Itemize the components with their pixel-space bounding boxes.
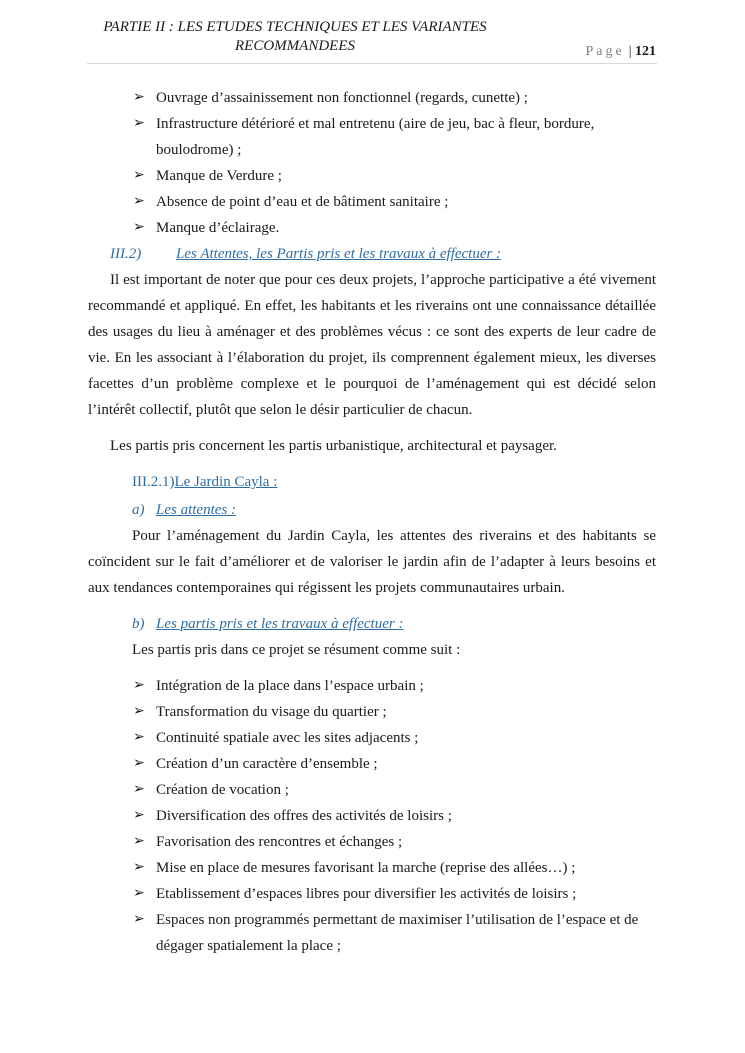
arrow-bullet-icon: ➢ bbox=[133, 704, 145, 719]
arrow-bullet-icon: ➢ bbox=[133, 886, 145, 901]
list-item: ➢ Création de vocation ; bbox=[88, 777, 656, 803]
list-item: ➢ Mise en place de mesures favorisant la marche (reprise des allées…) ; bbox=[88, 855, 656, 881]
list-partis-pris bbox=[88, 673, 656, 959]
arrow-bullet-icon: ➢ bbox=[133, 756, 145, 771]
header-rule bbox=[87, 63, 657, 64]
subheading-a bbox=[88, 497, 656, 523]
arrow-bullet-icon: ➢ bbox=[133, 116, 145, 131]
list-item: ➢ Favorisation des rencontres et échanges ; bbox=[88, 829, 656, 855]
list-item: ➢ Manque de Verdure ; bbox=[88, 163, 656, 189]
arrow-bullet-icon: ➢ bbox=[133, 90, 145, 105]
section-number: III.2.1) bbox=[132, 474, 175, 490]
subheading-b bbox=[88, 611, 656, 637]
sub-number: b) bbox=[132, 616, 145, 632]
list-item: ➢ Espaces non programmés permettant de maximiser l’utilisation de l’espace et de dégager spatialement la place ; bbox=[88, 907, 656, 959]
paragraph-participative-approach: Il est important de noter que pour ces deux projets, l’approche participative a été vivement recommandé et appliqué. En effet, les habitants et les riverains ont une connaissance détaillée des usages du lieu à aménager et des problèmes vécus : ce sont des experts de leur cadre de vie. En les associant à l’élaboration du projet, ils comprennent également mieux, les diverses facettes d’un problème complexe et le pourquoi de l’aménagement qui est décidé selon l’intérêt collectif, plutôt que selon le désir particulier de chacun. bbox=[88, 272, 656, 418]
list-item: ➢ Création d’un caractère d’ensemble ; bbox=[88, 751, 656, 777]
arrow-bullet-icon: ➢ bbox=[133, 168, 145, 183]
arrow-bullet-icon: ➢ bbox=[133, 782, 145, 797]
list-item: ➢ Infrastructure détérioré et mal entretenu (aire de jeu, bac à fleur, bordure, boulodrome) ; bbox=[88, 111, 656, 163]
arrow-bullet-icon: ➢ bbox=[133, 194, 145, 209]
paragraph-attentes: Pour l’aménagement du Jardin Cayla, les attentes des riverains et des habitants se coïncident sur le fait d’améliorer et de valoriser le jardin afin de l’adapter à leurs besoins et aux tendances contemporaines qui régissent les projets communautaires urbain. bbox=[88, 528, 656, 596]
list-item: ➢ Transformation du visage du quartier ; bbox=[88, 699, 656, 725]
sub-title[interactable]: Les partis pris et les travaux à effectuer : bbox=[156, 616, 404, 632]
sub-title[interactable]: Les attentes : bbox=[156, 502, 236, 518]
paragraph-resume: Les partis pris dans ce projet se résument comme suit : bbox=[132, 642, 461, 658]
page-separator: | bbox=[628, 44, 635, 59]
header-title: PARTIE II : LES ETUDES TECHNIQUES ET LES VARIANTES RECOMMANDEES bbox=[103, 19, 487, 54]
arrow-bullet-icon: ➢ bbox=[133, 678, 145, 693]
list-item: ➢ Absence de point d’eau et de bâtiment sanitaire ; bbox=[88, 189, 656, 215]
page-word: Page bbox=[585, 44, 625, 59]
section-number: III.2) bbox=[110, 246, 142, 262]
arrow-bullet-icon: ➢ bbox=[133, 730, 145, 745]
arrow-bullet-icon: ➢ bbox=[133, 912, 145, 927]
sub-number: a) bbox=[132, 502, 145, 518]
arrow-bullet-icon: ➢ bbox=[133, 860, 145, 875]
section-heading-iii2 bbox=[88, 241, 656, 267]
list-item: ➢ Etablissement d’espaces libres pour diversifier les activités de loisirs ; bbox=[88, 881, 656, 907]
page-number-block bbox=[585, 42, 656, 62]
arrow-bullet-icon: ➢ bbox=[133, 808, 145, 823]
paragraph-partis-pris: Les partis pris concernent les partis urbanistique, architectural et paysager. bbox=[110, 438, 557, 454]
page-number: 121 bbox=[635, 44, 656, 59]
list-item: ➢ Intégration de la place dans l’espace urbain ; bbox=[88, 673, 656, 699]
list-deficiencies bbox=[88, 85, 656, 241]
arrow-bullet-icon: ➢ bbox=[133, 834, 145, 849]
section-title[interactable]: Les Attentes, les Partis pris et les travaux à effectuer : bbox=[176, 246, 502, 262]
list-item: ➢ Manque d’éclairage. bbox=[88, 215, 656, 241]
section-title[interactable]: Le Jardin Cayla : bbox=[174, 474, 278, 490]
list-item: ➢ Continuité spatiale avec les sites adjacents ; bbox=[88, 725, 656, 751]
page-content bbox=[88, 85, 656, 959]
section-heading-iii21 bbox=[88, 469, 656, 495]
list-item: ➢ Diversification des offres des activités de loisirs ; bbox=[88, 803, 656, 829]
list-item: ➢ Ouvrage d’assainissement non fonctionnel (regards, cunette) ; bbox=[88, 85, 656, 111]
arrow-bullet-icon: ➢ bbox=[133, 220, 145, 235]
